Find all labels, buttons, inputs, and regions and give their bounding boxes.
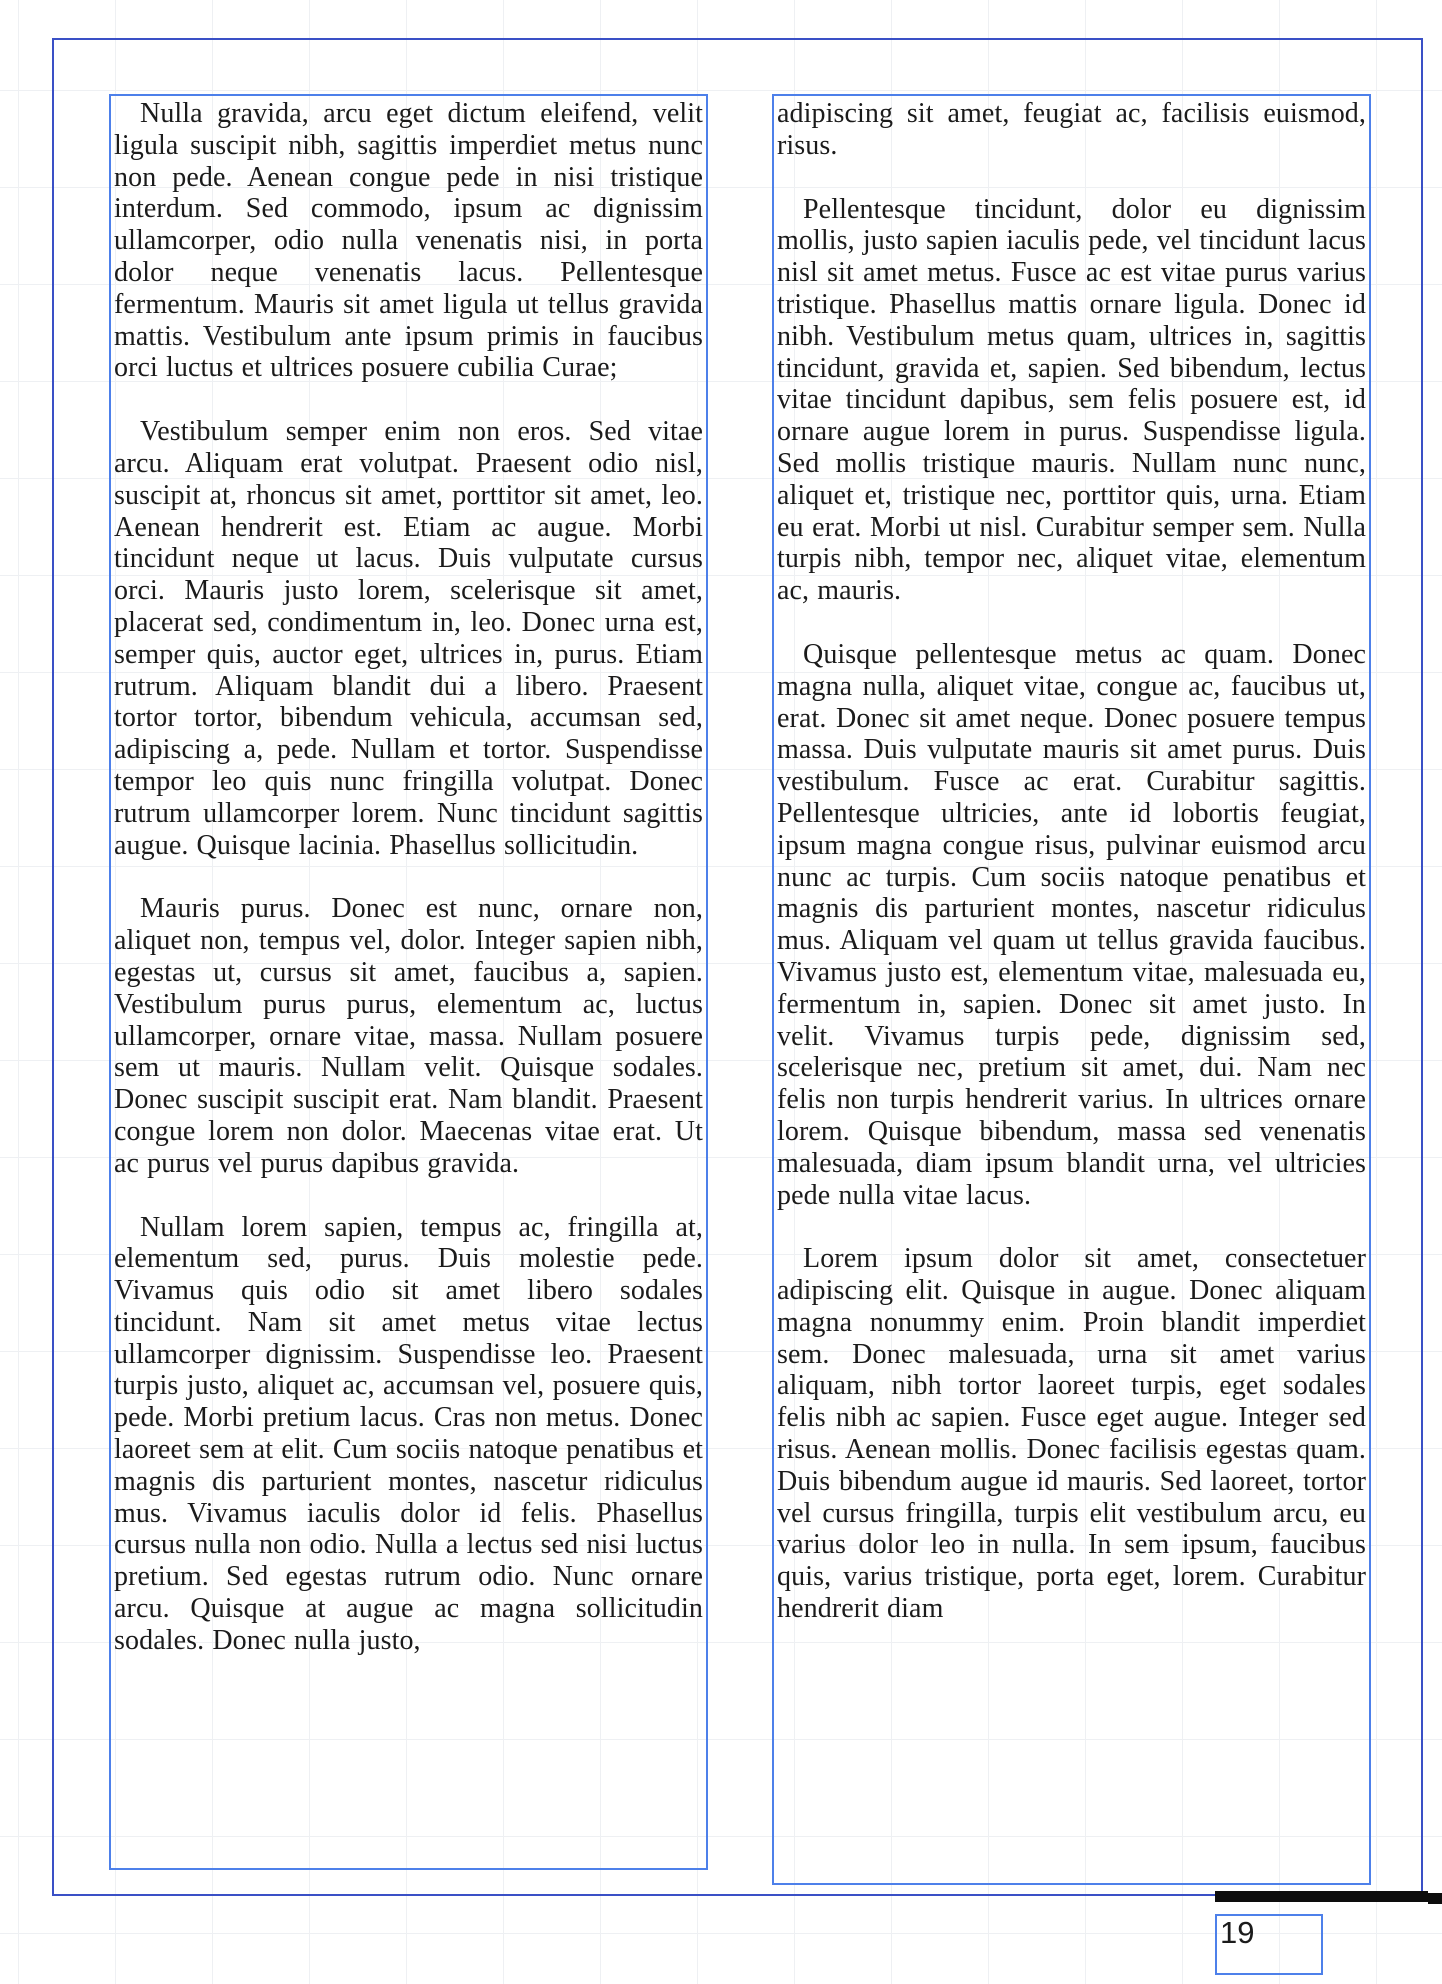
paragraph: Lorem ipsum dolor sit amet, consectetuer adipiscing elit. Quisque in augue. Donec aliquam magna nonummy enim. Proin blandit imperdiet sem. Donec malesuada, urna sit amet varius aliquam, nibh tortor laoreet turpis, eget sodales felis nibh ac sapien. Fusce eget augue. Integer sed risus. Aenean mollis. Donec facilisis egestas quam. Duis bibendum augue id mauris. Sed laoreet, tortor vel cursus fringilla, turpis elit vestibulum arcu, eu varius dolor leo in nulla. In sem ipsum, faucibus quis, varius tristique, porta eget, lorem. Curabitur hendrerit diam (777, 1243, 1366, 1625)
paragraph: Mauris purus. Donec est nunc, ornare non, aliquet non, tempus vel, dolor. Integer sapien nibh, egestas ut, cursus sit amet, faucibus a, sapien. Vestibulum purus purus, elementum ac, luctus ullamcorper, ornare vitae, massa. Nullam posuere sem ut mauris. Nullam velit. Quisque sodales. Donec suscipit suscipit erat. Nam blandit. Praesent congue lorem non dolor. Maecenas vitae erat. Ut ac purus vel purus dapibus gravida. (114, 893, 703, 1179)
footer-bar[interactable] (1215, 1891, 1428, 1902)
paragraph: Vestibulum semper enim non eros. Sed vitae arcu. Aliquam erat volutpat. Praesent odio nisl, suscipit at, rhoncus sit amet, porttitor sit amet, leo. Aenean hendrerit est. Etiam ac augue. Morbi tincidunt neque ut lacus. Duis vulputate cursus orci. Mauris justo lorem, scelerisque sit amet, placerat sed, condimentum in, leo. Donec urna est, semper quis, auctor eget, ultrices in, purus. Etiam rutrum. Aliquam blandit dui a libero. Praesent tortor tortor, bibendum vehicula, accumsan sed, adipiscing a, pede. Nullam et tortor. Suspendisse tempor leo quis nunc fringilla volutpat. Donec rutrum ullamcorper lorem. Nunc tincidunt sagittis augue. Quisque lacinia. Phasellus sollicitudin. (114, 416, 703, 861)
footer-bar-offpage-segment (1428, 1893, 1442, 1904)
paragraph: Quisque pellentesque metus ac quam. Donec magna nulla, aliquet vitae, congue ac, faucibus ut, erat. Donec sit amet neque. Donec posuere tempus massa. Duis vulputate mauris sit amet purus. Duis vestibulum. Fusce ac erat. Curabitur sagittis. Pellentesque ultricies, ante id lobortis feugiat, ipsum magna congue risus, pulvinar euismod arcu nunc ac turpis. Cum sociis natoque penatibus et magnis dis parturient montes, nascetur ridiculus mus. Aliquam vel quam ut tellus gravida faucibus. Vivamus justo est, elementum vitae, malesuada eu, fermentum in, sapien. Donec sit amet justo. In velit. Vivamus turpis pede, dignissim sed, scelerisque nec, pretium sit amet, dui. Nam nec felis non turpis hendrerit varius. In ultrices ornare lorem. Quisque bibendum, massa sed venenatis malesuada, diam ipsum blandit urna, vel ultricies pede nulla vitae lacus. (777, 638, 1366, 1211)
text-frame-left[interactable] (109, 94, 708, 1870)
paragraph: Pellentesque tincidunt, dolor eu dignissim mollis, justo sapien iaculis pede, vel tincidunt lacus nisl sit amet metus. Fusce ac est vitae purus varius tristique. Phasellus mattis ornare ligula. Donec id nibh. Vestibulum metus quam, ultrices in, sagittis tincidunt, gravida et, sapien. Sed bibendum, lectus vitae tincidunt dapibus, sem felis posuere est, id ornare augue lorem in purus. Suspendisse ligula. Sed mollis tristique mauris. Nullam nunc nunc, aliquet et, tristique nec, porttitor quis, urna. Etiam eu erat. Morbi ut nisl. Curabitur semper sem. Nulla turpis nibh, tempor nec, aliquet vitae, elementum ac, mauris. (777, 193, 1366, 607)
page-number: 19 (1220, 1915, 1255, 1950)
paragraph: Nullam lorem sapien, tempus ac, fringilla at, elementum sed, purus. Duis molestie pede. Vivamus quis odio sit amet libero sodales tincidunt. Nam sit amet metus vitae lectus ullamcorper dignissim. Suspendisse leo. Praesent turpis justo, aliquet ac, accumsan vel, posuere quis, pede. Morbi pretium lacus. Cras non metus. Donec laoreet sem at elit. Cum sociis natoque penatibus et magnis dis parturient montes, nascetur ridiculus mus. Vivamus iaculis dolor id felis. Phasellus cursus nulla non odio. Nulla a lectus sed nisi luctus pretium. Sed egestas rutrum odio. Nunc ornare arcu. Quisque at augue ac magna sollicitudin sodales. Donec nulla justo, (114, 1211, 703, 1656)
text-column-left (111, 96, 706, 1657)
paragraph: adipiscing sit amet, feugiat ac, facilisis euismod, risus. (777, 98, 1366, 161)
text-frame-right[interactable] (772, 94, 1371, 1885)
text-column-right (774, 96, 1369, 1625)
paragraph: Nulla gravida, arcu eget dictum eleifend, velit ligula suscipit nibh, sagittis imperdiet metus nunc non pede. Aenean congue pede in nisi tristique interdum. Sed commodo, ipsum ac dignissim ullamcorper, odio nulla venenatis nisi, in porta dolor neque venenatis lacus. Pellentesque fermentum. Mauris sit amet ligula ut tellus gravida mattis. Vestibulum ante ipsum primis in faucibus orci luctus et ultrices posuere cubilia Curae; (114, 98, 703, 384)
page-number-frame[interactable] (1215, 1914, 1323, 1975)
